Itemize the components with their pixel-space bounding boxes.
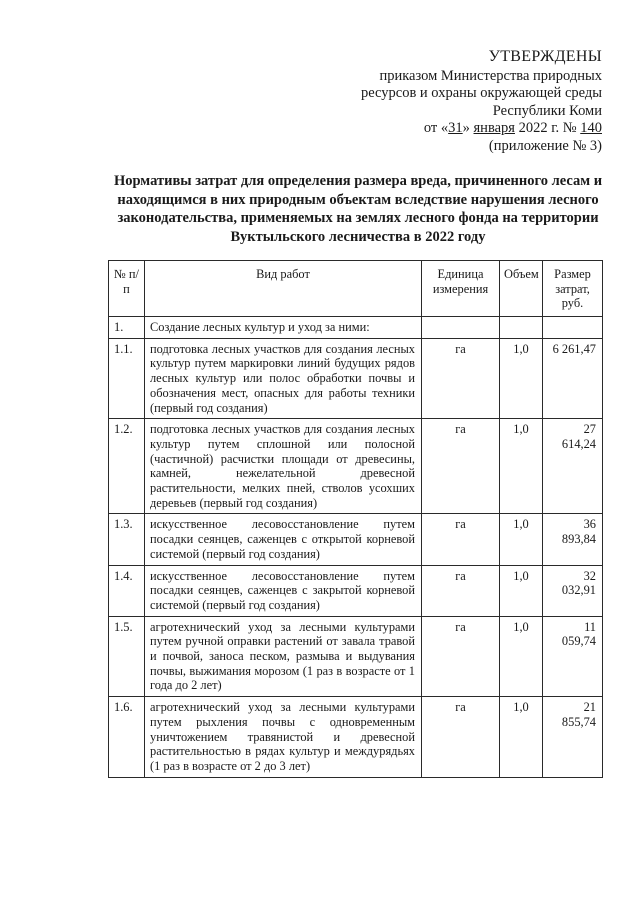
row-num: 1.6. bbox=[109, 697, 145, 778]
approval-annex: (приложение № 3) bbox=[488, 137, 602, 154]
date-month: января bbox=[473, 120, 515, 136]
approval-date-line bbox=[361, 120, 602, 138]
section-num: 1. bbox=[109, 317, 145, 339]
approval-line-ministry: приказом Министерства природных bbox=[379, 67, 602, 84]
row-volume: 1,0 bbox=[500, 514, 543, 565]
header-num: № п/п bbox=[109, 261, 145, 317]
row-work: агротехнический уход за лесными культурами путем рыхления почвы с одновременным уничтожением травянистой и древесной растительностью в рядах культур и междурядьях (1 раз в возрасте от 2 до 3 лет) bbox=[145, 697, 422, 778]
table-row bbox=[109, 419, 603, 514]
section-title: Создание лесных культур и уход за ними: bbox=[145, 317, 422, 339]
row-unit: га bbox=[422, 514, 500, 565]
row-num: 1.3. bbox=[109, 514, 145, 565]
table-row bbox=[109, 338, 603, 419]
table-row bbox=[109, 514, 603, 565]
date-prefix: от « bbox=[423, 120, 449, 136]
row-volume: 1,0 bbox=[500, 419, 543, 514]
date-mid-2: 2022 г. № bbox=[514, 120, 581, 136]
row-cost: 27 614,24 bbox=[543, 419, 603, 514]
date-mid-1: » bbox=[462, 120, 474, 136]
row-cost: 32 032,91 bbox=[543, 565, 603, 616]
section-unit-empty bbox=[422, 317, 500, 339]
table-row bbox=[109, 565, 603, 616]
table-header-row bbox=[109, 261, 603, 317]
norms-table bbox=[108, 260, 603, 778]
row-unit: га bbox=[422, 419, 500, 514]
row-volume: 1,0 bbox=[500, 565, 543, 616]
approval-heading: УТВЕРЖДЕНЫ bbox=[488, 48, 602, 65]
row-volume: 1,0 bbox=[500, 616, 543, 697]
approval-line-republic: Республики Коми bbox=[492, 102, 602, 119]
row-unit: га bbox=[422, 565, 500, 616]
row-cost: 11 059,74 bbox=[543, 616, 603, 697]
row-work: искусственное лесовосстановление путем посадки сеянцев, саженцев с открытой корневой системой (первый год создания) bbox=[145, 514, 422, 565]
header-cost: Размер затрат, руб. bbox=[543, 261, 603, 317]
row-work: агротехнический уход за лесными культурами путем ручной оправки растений от завала травой и почвой, заноса песком, размыва и выдувания почвы, выжимания морозом (1 раз в возрасте от 1 года до 2 лет) bbox=[145, 616, 422, 697]
row-volume: 1,0 bbox=[500, 338, 543, 419]
header-unit: Единица измерения bbox=[422, 261, 500, 317]
section-cost-empty bbox=[543, 317, 603, 339]
table-row bbox=[109, 697, 603, 778]
approval-line-resources: ресурсов и охраны окружающей среды bbox=[360, 85, 602, 101]
header-volume: Объем bbox=[500, 261, 543, 317]
date-day: 31 bbox=[448, 120, 463, 136]
row-unit: га bbox=[422, 616, 500, 697]
order-number: 140 bbox=[580, 120, 602, 136]
row-cost: 21 855,74 bbox=[543, 697, 603, 778]
row-volume: 1,0 bbox=[500, 697, 543, 778]
row-work: искусственное лесовосстановление путем посадки сеянцев, саженцев с закрытой корневой системой (первый год создания) bbox=[145, 565, 422, 616]
row-work: подготовка лесных участков для создания лесных культур путем сплошной или полосной (частичной) расчистки площади от древесины, камней, нежелательной древесной растительности, мелких пней, стволов усохших деревьев (первый год создания) bbox=[145, 419, 422, 514]
table-row bbox=[109, 616, 603, 697]
row-num: 1.4. bbox=[109, 565, 145, 616]
row-num: 1.5. bbox=[109, 616, 145, 697]
approval-block bbox=[361, 48, 602, 155]
row-num: 1.1. bbox=[109, 338, 145, 419]
document-title: Нормативы затрат для определения размера вреда, причиненного лесам и находящимся в них природным объектам вследствие нарушения лесного законодательства, применяемых на землях лесного фонда на территории Вуктыльского лесничества в 2022 году bbox=[113, 173, 603, 245]
row-cost: 6 261,47 bbox=[543, 338, 603, 419]
row-unit: га bbox=[422, 697, 500, 778]
header-work: Вид работ bbox=[145, 261, 422, 317]
row-cost: 36 893,84 bbox=[543, 514, 603, 565]
row-unit: га bbox=[422, 338, 500, 419]
row-work: подготовка лесных участков для создания лесных культур путем маркировки линий будущих рядов лесных культур или полос обработки почвы и обозначения мест, опасных для работы техники (первый год создания) bbox=[145, 338, 422, 419]
section-volume-empty bbox=[500, 317, 543, 339]
row-num: 1.2. bbox=[109, 419, 145, 514]
section-row bbox=[109, 317, 603, 339]
